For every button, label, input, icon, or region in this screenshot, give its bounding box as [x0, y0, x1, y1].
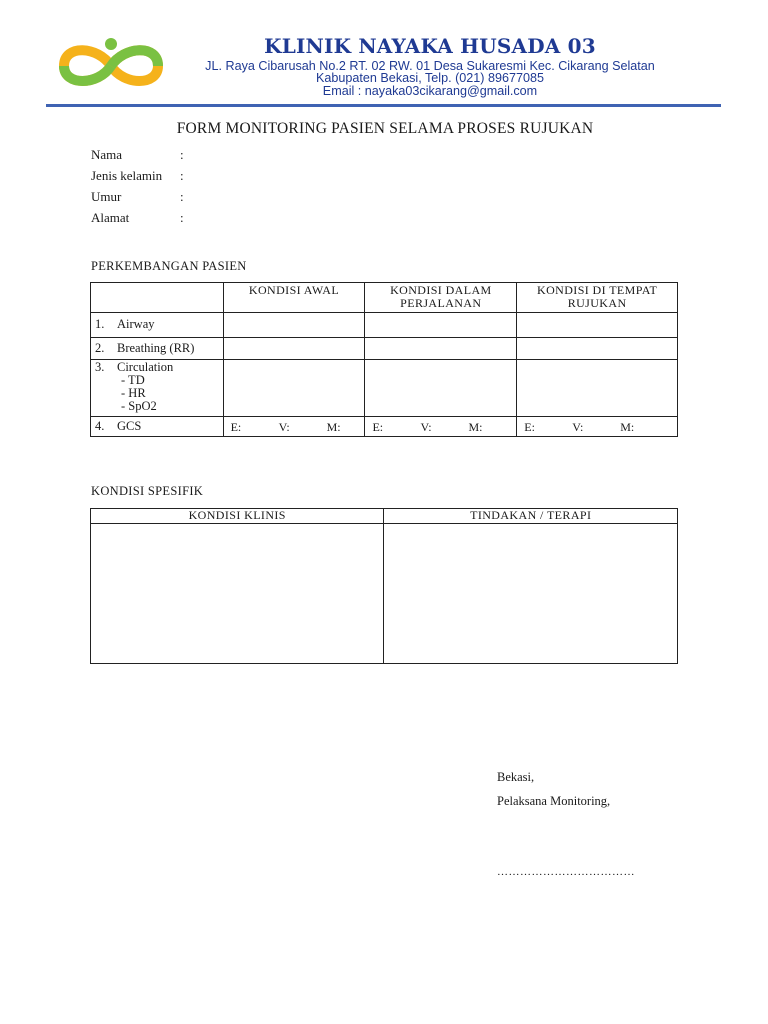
row-number: 1. — [95, 317, 105, 331]
progress-table — [90, 282, 678, 437]
row-label: GCS — [117, 419, 142, 433]
field-label: Umur — [91, 189, 122, 204]
field-label: Jenis kelamin — [91, 168, 163, 183]
table-row — [91, 338, 678, 360]
section-title-perkembangan: PERKEMBANGAN PASIEN — [91, 259, 247, 273]
table-row — [91, 313, 678, 338]
table-cell[interactable] — [517, 360, 678, 417]
gcs-e-label: E: — [230, 420, 242, 434]
row-label-gcs — [91, 417, 224, 437]
sub-label-spo2: - SpO2 — [121, 399, 157, 413]
gcs-cell-awal[interactable] — [223, 417, 365, 437]
gcs-m-label: M: — [326, 420, 341, 434]
row-number: 3. — [95, 360, 105, 374]
row-label-breathing — [91, 338, 224, 360]
signature-place: Bekasi, — [497, 770, 535, 784]
field-umur — [91, 189, 184, 205]
gcs-m-label: M: — [620, 420, 635, 434]
clinic-email: Email : nayaka03cikarang@gmail.com — [322, 84, 538, 98]
gcs-v-label: V: — [420, 420, 432, 434]
column-header-kondisi-klinis: KONDISI KLINIS — [91, 509, 384, 524]
table-cell[interactable] — [365, 313, 517, 338]
section-title-kondisi-spesifik: KONDISI SPESIFIK — [91, 484, 204, 498]
field-label: Nama — [91, 147, 123, 162]
clinic-address: JL. Raya Cibarusah No.2 RT. 02 RW. 01 Desa Sukaresmi Kec. Cikarang Selatan — [205, 59, 655, 73]
clinic-logo — [56, 34, 166, 94]
form-title: FORM MONITORING PASIEN SELAMA PROSES RUJUKAN — [176, 120, 594, 137]
field-alamat — [91, 210, 184, 226]
signature-role: Pelaksana Monitoring, — [497, 794, 611, 808]
gcs-cell-perjalanan[interactable] — [365, 417, 517, 437]
gcs-cell-rujukan[interactable] — [517, 417, 678, 437]
row-label: Breathing (RR) — [117, 341, 195, 355]
table-cell-kondisi-klinis[interactable] — [91, 524, 384, 664]
table-cell-tindakan-terapi[interactable] — [384, 524, 678, 664]
field-separator: : — [180, 210, 184, 225]
table-cell[interactable] — [223, 360, 365, 417]
sub-label-td: - TD — [121, 373, 145, 387]
gcs-v-label: V: — [278, 420, 290, 434]
table-cell[interactable] — [223, 313, 365, 338]
field-label: Alamat — [91, 210, 130, 225]
table-row — [91, 360, 678, 417]
table-cell[interactable] — [223, 338, 365, 360]
header-divider — [46, 104, 721, 107]
field-nama — [91, 147, 184, 163]
specific-condition-table — [90, 508, 678, 664]
column-header-kondisi-rujukan: KONDISI DI TEMPAT RUJUKAN — [517, 283, 678, 313]
table-header-row — [91, 509, 678, 524]
row-label-circulation — [91, 360, 224, 417]
gcs-v-label: V: — [572, 420, 584, 434]
column-header-kondisi-perjalanan: KONDISI DALAM PERJALANAN — [365, 283, 517, 313]
row-number: 4. — [95, 419, 105, 433]
gcs-e-label: E: — [524, 420, 535, 434]
row-label: Circulation — [117, 360, 174, 374]
table-cell[interactable] — [517, 313, 678, 338]
field-separator: : — [180, 147, 184, 162]
gcs-m-label: M: — [468, 420, 483, 434]
signature-line: ……………………………… — [497, 866, 635, 878]
field-separator: : — [180, 168, 184, 183]
table-cell[interactable] — [365, 360, 517, 417]
table-row — [91, 417, 678, 437]
field-separator: : — [180, 189, 184, 204]
row-label-airway — [91, 313, 224, 338]
row-label: Airway — [117, 317, 155, 331]
clinic-city-phone: Kabupaten Bekasi, Telp. (021) 89677085 — [315, 71, 545, 85]
sub-label-hr: - HR — [121, 386, 146, 400]
row-number: 2. — [95, 341, 105, 355]
table-row — [91, 524, 678, 664]
table-cell[interactable] — [517, 338, 678, 360]
gcs-e-label: E: — [372, 420, 384, 434]
column-header-tindakan-terapi: TINDAKAN / TERAPI — [384, 509, 678, 524]
field-jenis-kelamin — [91, 168, 184, 184]
clinic-name: KLINIK NAYAKA HUSADA 03 — [264, 34, 596, 58]
column-header-blank — [91, 283, 224, 313]
table-cell[interactable] — [365, 338, 517, 360]
column-header-kondisi-awal: KONDISI AWAL — [223, 283, 365, 313]
table-header-row — [91, 283, 678, 313]
